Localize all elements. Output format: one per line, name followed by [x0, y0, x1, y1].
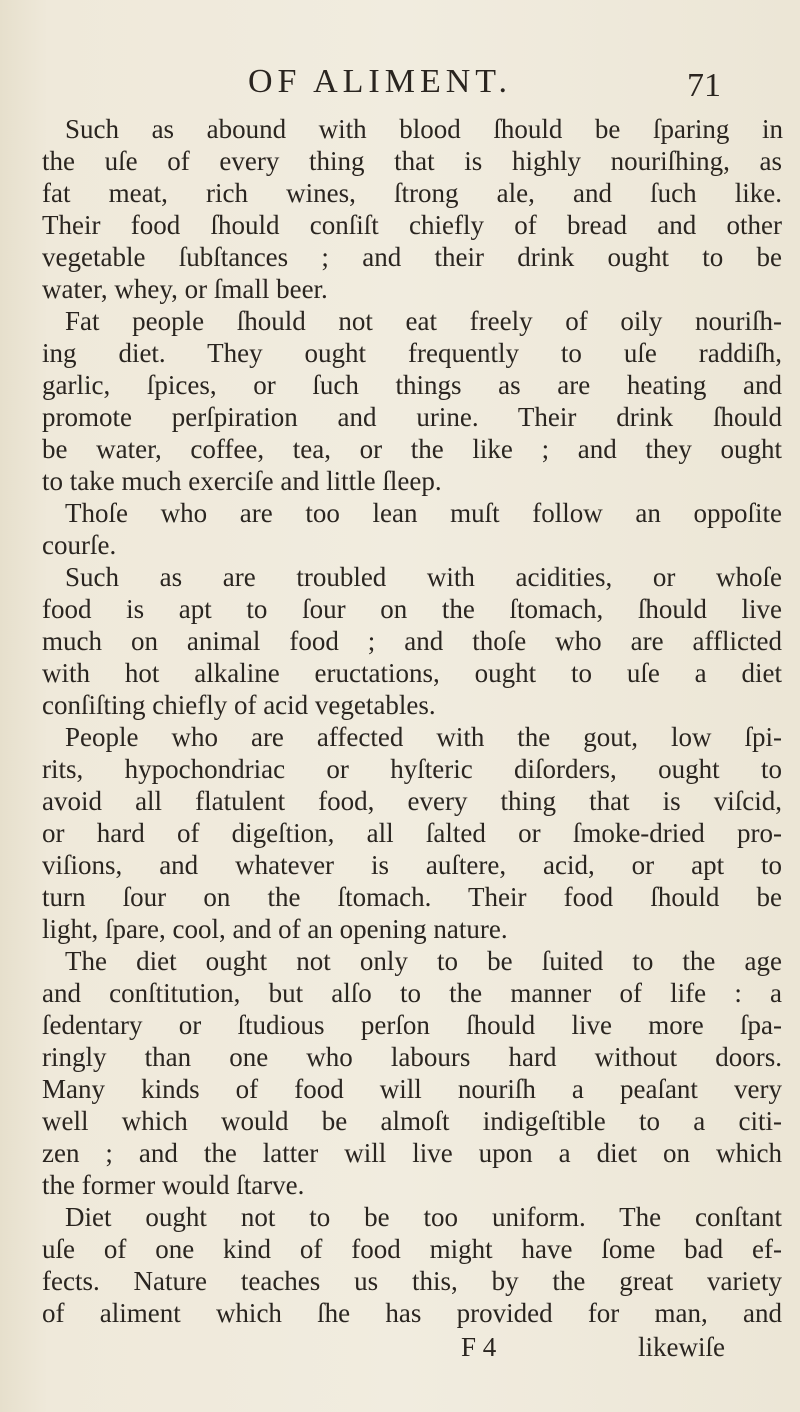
text-line: avoid all flatulent food, every thing that is viſcid, [42, 786, 782, 816]
text-line: courſe. [42, 530, 117, 560]
text-line: promote perſpiration and urine. Their drink ſhould [42, 402, 782, 432]
text-line: ringly than one who labours hard without doors. [42, 1042, 782, 1072]
text-line: the uſe of every thing that is highly nouriſhing, as [42, 146, 782, 176]
running-title: OF ALIMENT. [248, 63, 513, 100]
text-line: Diet ought not to be too uniform. The conſtant [65, 1202, 782, 1232]
text-line: vegetable ſubſtances ; and their drink ought to be [42, 242, 782, 272]
text-line: ing diet. They ought frequently to uſe raddiſh, [42, 338, 782, 368]
text-line: Fat people ſhould not eat freely of oily nouriſh- [65, 306, 782, 336]
text-line: Such as are troubled with acidities, or whoſe [65, 562, 782, 592]
text-line: People who are affected with the gout, low ſpi- [65, 722, 782, 752]
text-line: Their food ſhould conſiſt chiefly of bread and other [42, 210, 782, 240]
text-line: turn ſour on the ſtomach. Their food ſhould be [42, 882, 782, 912]
text-line: well which would be almoſt indigeſtible to a citi- [42, 1106, 782, 1136]
text-line: The diet ought not only to be ſuited to the age [65, 946, 782, 976]
text-line: Thoſe who are too lean muſt follow an oppoſite [65, 498, 782, 528]
signature-mark: F 4 [461, 1332, 497, 1362]
text-line: conſiſting chiefly of acid vegetables. [42, 690, 436, 720]
text-line: the former would ſtarve. [42, 1170, 305, 1200]
text-line: of aliment which ſhe has provided for man, and [42, 1298, 782, 1328]
text-line: viſions, and whatever is auſtere, acid, or apt to [42, 850, 782, 880]
text-line: light, ſpare, cool, and of an opening nature. [42, 914, 508, 944]
text-line: fects. Nature teaches us this, by the great variety [42, 1266, 782, 1296]
text-line: or hard of digeſtion, all ſalted or ſmoke-dried pro- [42, 818, 782, 848]
text-line: to take much exerciſe and little ſleep. [42, 466, 442, 496]
text-line: with hot alkaline eructations, ought to uſe a diet [42, 658, 782, 688]
text-line: much on animal food ; and thoſe who are afflicted [42, 626, 782, 656]
text-line: be water, coffee, tea, or the like ; and they ought [42, 434, 782, 464]
text-line: and conſtitution, but alſo to the manner of life : a [42, 978, 782, 1008]
text-line: Many kinds of food will nouriſh a peaſant very [42, 1074, 782, 1104]
catchword: likewiſe [638, 1332, 725, 1362]
text-line: water, whey, or ſmall beer. [42, 274, 328, 304]
text-line: garlic, ſpices, or ſuch things as are heating and [42, 370, 782, 400]
text-line: zen ; and the latter will live upon a diet on which [42, 1138, 782, 1168]
text-line: rits, hypochondriac or hyſteric diſorders, ought to [42, 754, 782, 784]
text-line: Such as abound with blood ſhould be ſparing in [65, 114, 783, 144]
text-line: ſedentary or ſtudious perſon ſhould live more ſpa- [42, 1010, 782, 1040]
text-line: uſe of one kind of food might have ſome bad ef- [42, 1234, 782, 1264]
page-number: 71 [687, 67, 721, 104]
page-footer [0, 1332, 800, 1368]
text-line: fat meat, rich wines, ſtrong ale, and ſuch like. [42, 178, 782, 208]
text-line: food is apt to ſour on the ſtomach, ſhould live [42, 594, 782, 624]
